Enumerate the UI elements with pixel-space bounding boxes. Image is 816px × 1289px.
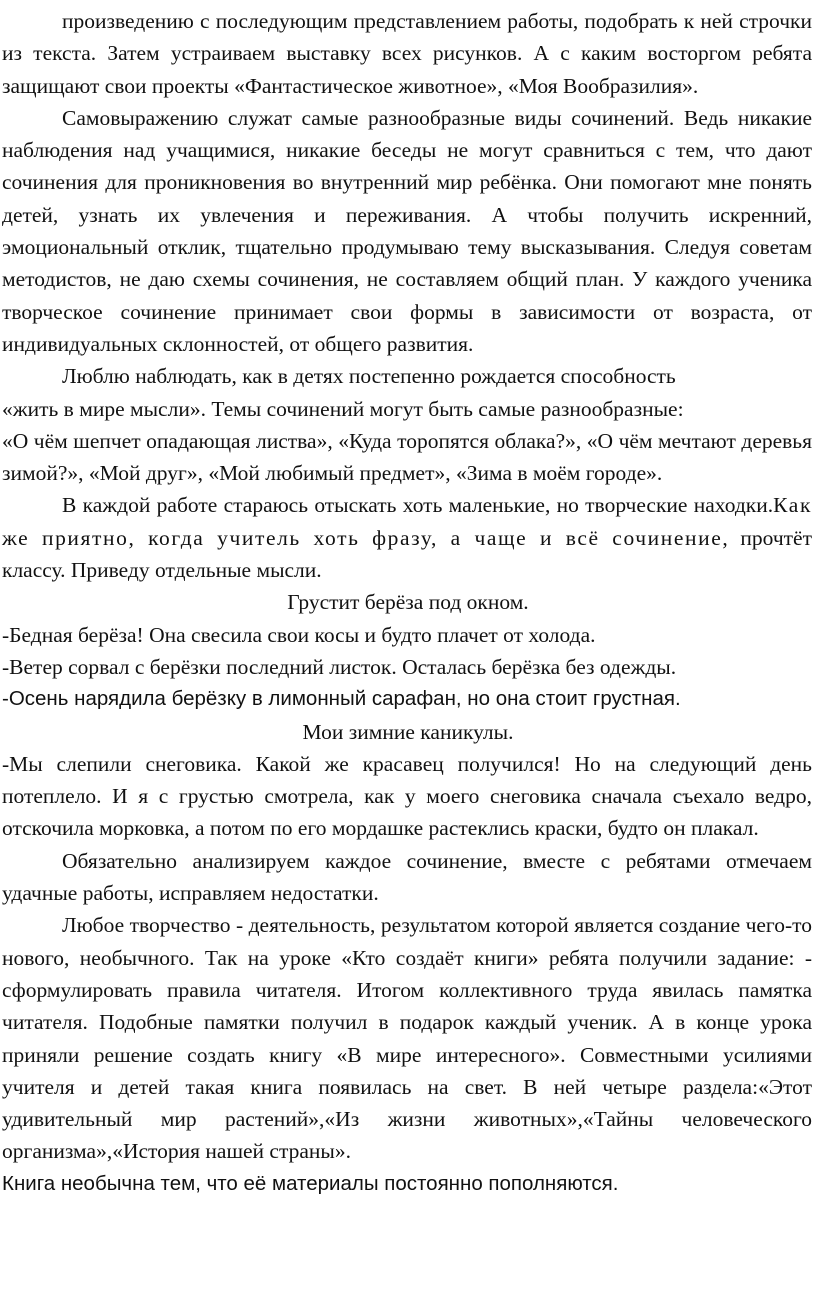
example-title-birch: Грустит берёза под окном. [287,590,529,615]
paragraph-creative-findings [0,489,816,586]
paragraph-observe-line-1: Люблю наблюдать, как в детях постепенно рождается способность [62,364,676,389]
paragraph-book-unusual: Книга необычна тем, что её материалы постоянно пополняются. [2,1171,619,1195]
paragraph-essay-topics: «О чём шепчет опадающая листва», «Куда торопятся облака?», «О чём мечтают деревья зимой?», «Мой друг», «Мой любимый предмет», «Зима в моём городе». [2,428,812,486]
paragraph-analysis: Обязательно анализируем каждое сочинение, вместе с ребятами отмечаем удачные работы, исправляем недостатки. [2,848,812,906]
paragraph-observe-line-2: «жить в мире мысли». Темы сочинений могут быть самые разнообразные: [2,396,684,421]
paragraph-self-expression: Самовыражению служат самые разнообразные виды сочинений. Ведь никакие наблюдения над учащимися, никакие беседы не могут сравниться с тем, что дают сочинения для проникновения во внутренний мир ребёнка. Они помогают мне понять детей, узнать их увлечения и переживания. А чтобы получить искренний, эмоциональный отклик, тщательно продумываю тему высказывания. Следуя советам методистов, не даю схемы сочинения, не составляем общий план. У каждого ученика творческое сочинение принимает свои формы в зависимости от возраста, от индивидуальных склонностей, от общего развития. [2,105,812,356]
example-winter-text: -Мы слепили снеговика. Какой же красавец получился! Но на следующий день потеплело. И я с грустью смотрела, как у моего снеговика сначала съехало ведро, отскочила морковка, а потом по его мордашке растеклись краски, будто он плакал. [2,751,812,841]
findings-spaced-text: Как же приятно, когда учитель хоть фразу, а чаще и всё сочинение, [2,493,812,550]
example-birch-line-2: -Ветер сорвал с берёзки последний листок. Осталась берёзка без одежды. [2,654,677,679]
example-birch-line-1: -Бедная берёза! Она свесила свои косы и будто плачет от холода. [2,622,596,647]
findings-text: В каждой работе стараюсь отыскать хоть маленькие, но творческие находки. [62,493,774,518]
findings-end-text: прочтёт классу. Приведу отдельные мысли. [2,525,812,583]
example-title-winter: Мои зимние каникулы. [302,719,514,744]
paragraph-creativity-book: Любое творчество - деятельность, результатом которой является создание чего-то нового, необычного. Так на уроке «Кто создаёт книги» ребята получили задание: - сформулировать правила читателя. Итогом коллективного труда явилась памятка читателя. Подобные памятки получил в подарок каждый ученик. А в конце урока приняли решение создать книгу «В мире интересного». Совместными усилиями учителя и детей такая книга появилась на свет. В ней четыре раздела:«Этот удивительный мир растений»,«Из жизни животных»,«Тайны человеческого организма»,«История нашей страны». [2,913,812,1164]
paragraph-projects: произведению с последующим представлением работы, подобрать к ней строчки из текста. Затем устраиваем выставку всех рисунков. А с каким восторгом ребята защищают свои проекты «Фантастическое животное», «Моя Вообразилия». [2,9,812,98]
example-birch-line-3: -Осень нарядила берёзку в лимонный сарафан, но она стоит грустная. [2,687,681,711]
